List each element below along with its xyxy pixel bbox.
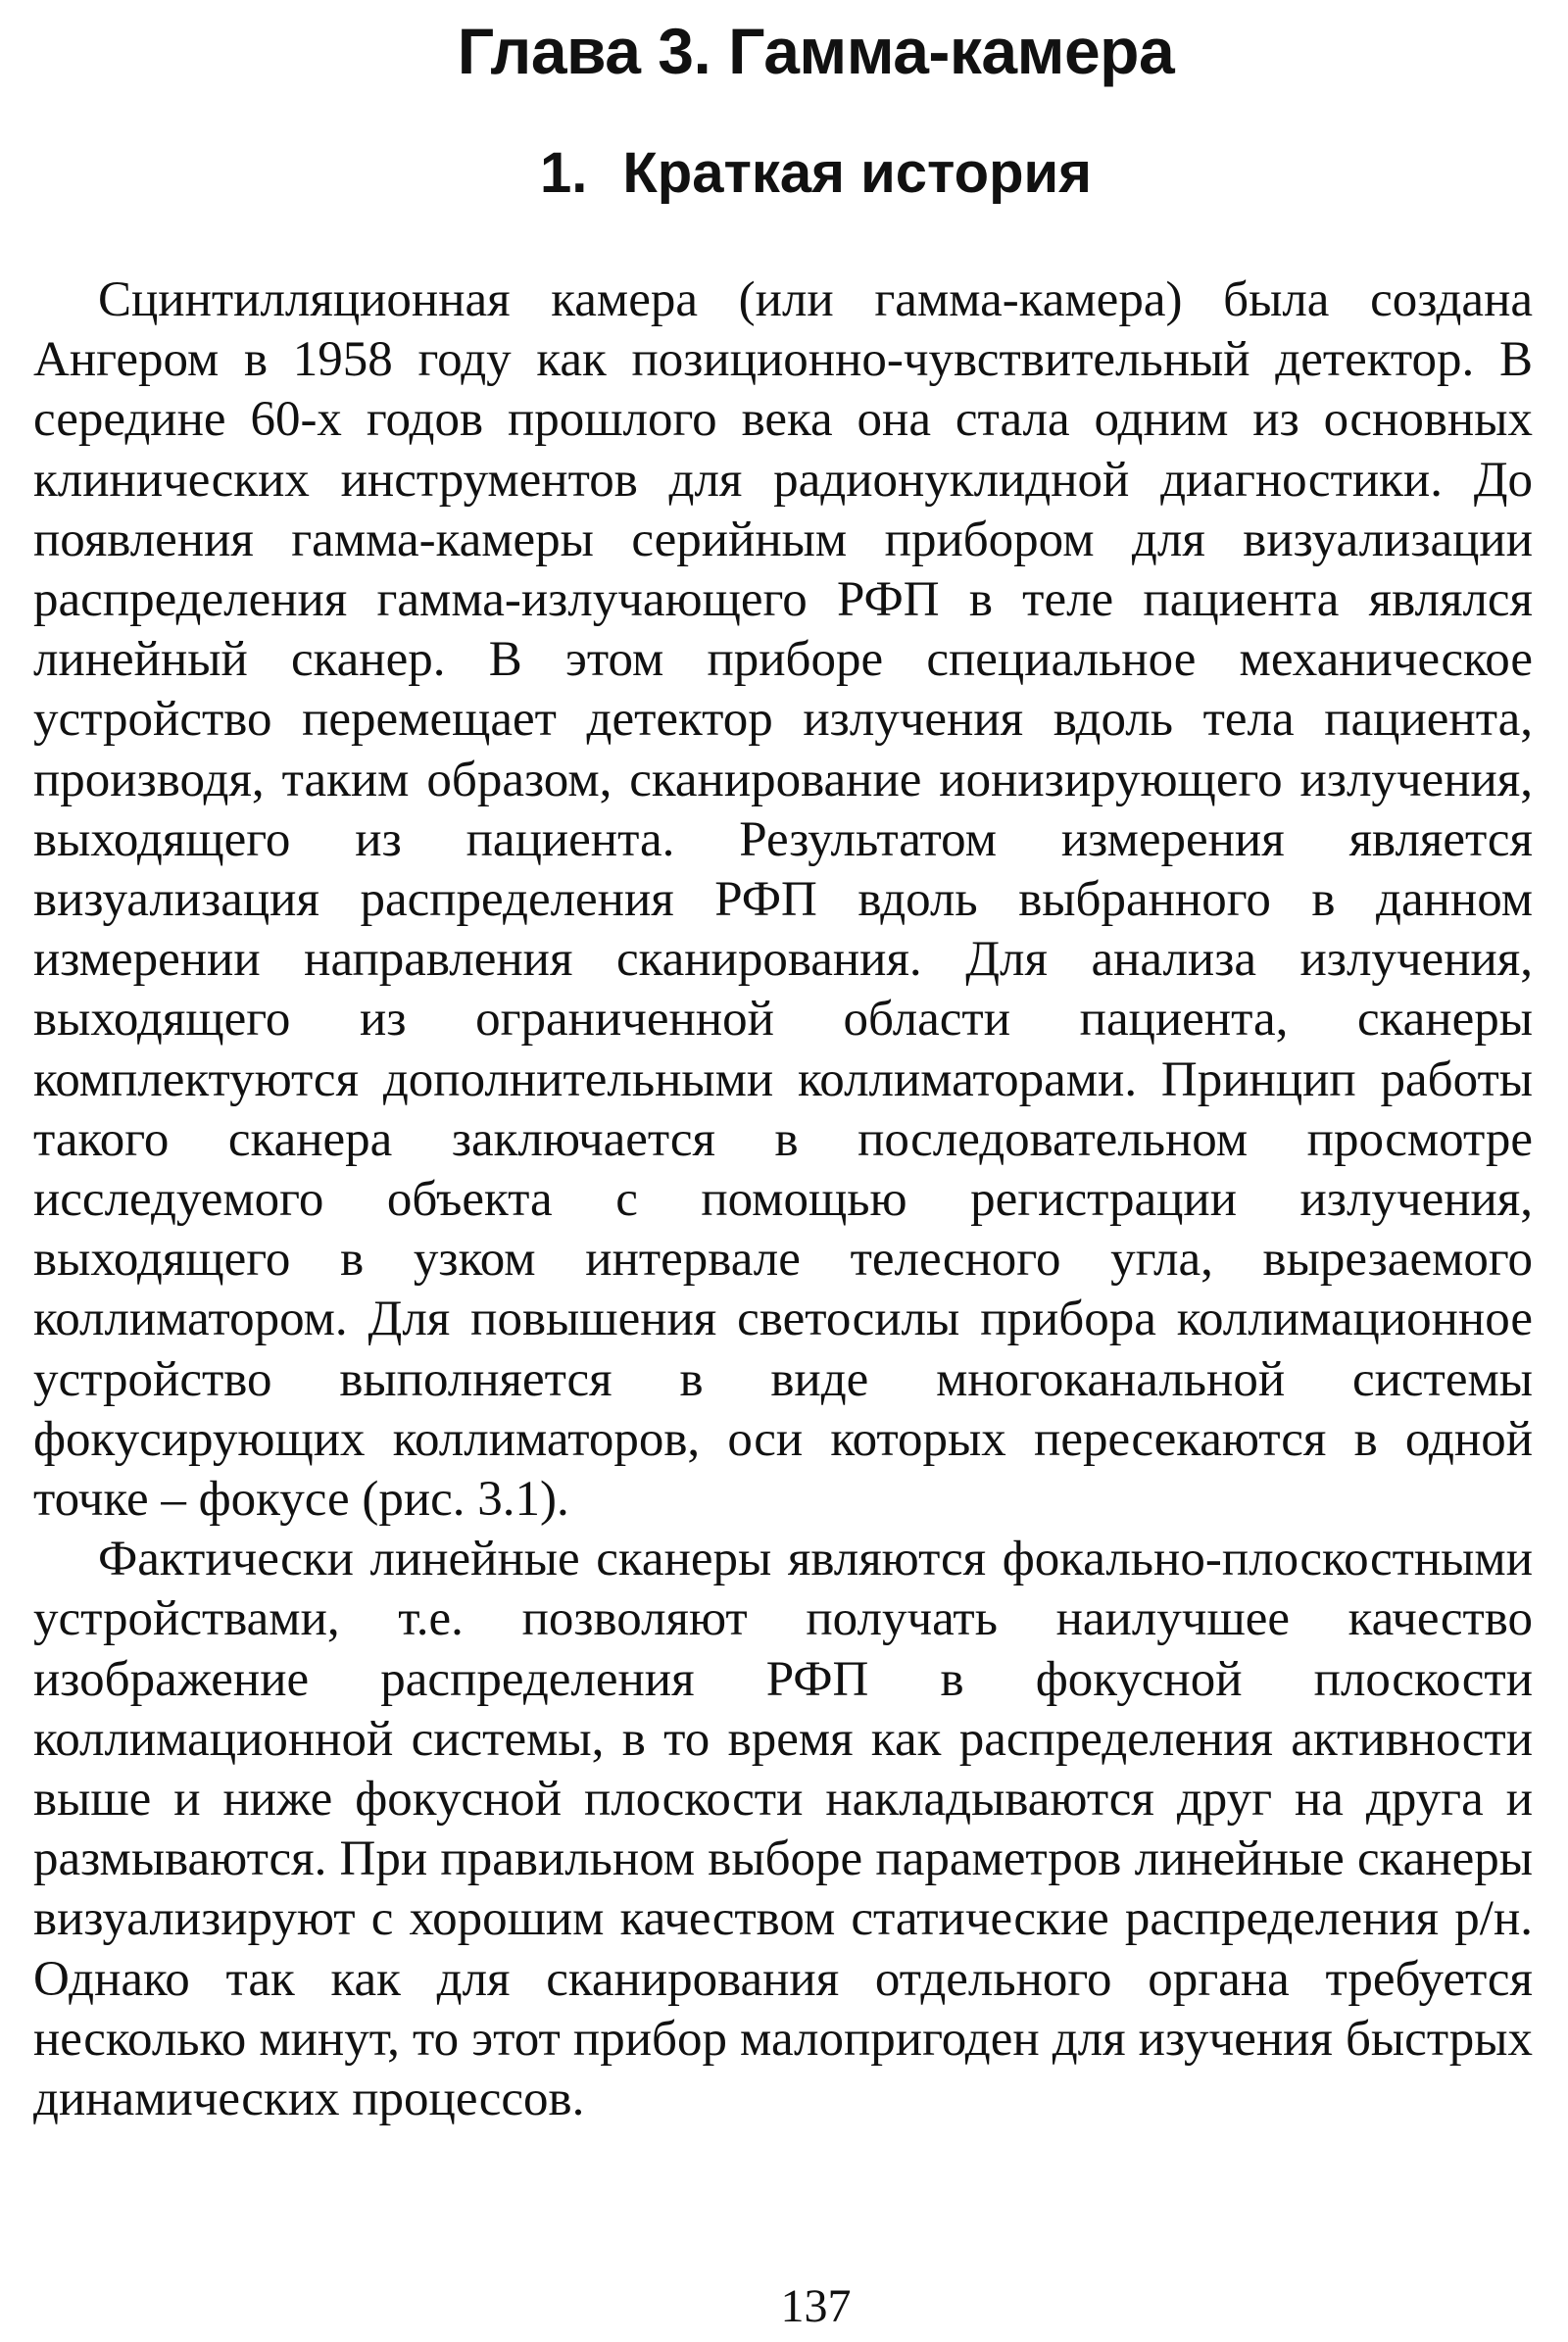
- body-text: [33, 270, 1533, 2129]
- section-heading: [0, 139, 1568, 208]
- paragraph-1: Сцинтилляционная камера (или гамма-камера) была создана Ангером в 1958 году как позиционно-чувствительный детектор. В середине 60-х годов прошлого века она стала одним из основных клинических инструментов для радионуклидной диагностики. До появления гамма-камеры серийным прибором для визуализации распределения гамма-излучающего РФП в теле пациента являлся линейный сканер. В этом приборе специальное механическое устройство перемещает детектор излучения вдоль тела пациента, производя, таким образом, сканирование ионизирующего излучения, выходящего из пациента. Результатом измерения является визуализация распределения РФП вдоль выбранного в данном измерении направления сканирования. Для анализа излучения, выходящего из ограниченной области пациента, сканеры комплектуются дополнительными коллиматорами. Принцип работы такого сканера заключается в последовательном просмотре исследуемого объекта с помощью регистрации излучения, выходящего в узком интервале телесного угла, вырезаемого коллиматором. Для повышения светосилы прибора коллимационное устройство выполняется в виде многоканальной системы фокусирующих коллиматоров, оси которых пересекаются в одной точке – фокусе (рис. 3.1).: [33, 272, 1533, 1528]
- paragraph-2: Фактически линейные сканеры являются фокально-плоскостными устройствами, т.е. позволяют получать наилучшее качество изображение распределения РФП в фокусной плоскости коллимационной системы, в то время как распределения активности выше и ниже фокусной плоскости накладываются друг на друга и размываются. При правильном выборе параметров линейные сканеры визуализируют с хорошим качеством статические распределения р/н. Однако так как для сканирования отдельного органа требуется несколько минут, то этот прибор малопригоден для изучения быстрых динамических процессов.: [33, 1532, 1533, 2127]
- chapter-title: Глава 3. Гамма-камера: [457, 15, 1175, 87]
- section-title: Краткая история: [622, 141, 1093, 205]
- section-number: 1.: [539, 141, 588, 205]
- page-number: 137: [780, 2280, 852, 2332]
